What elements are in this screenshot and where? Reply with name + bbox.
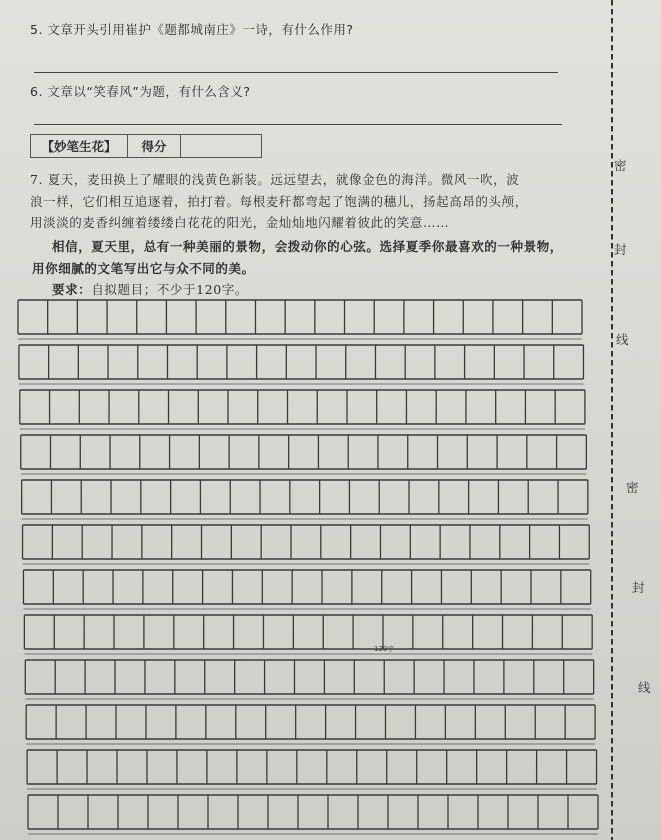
- grid-row[interactable]: [19, 345, 584, 384]
- question-6: 6. 文章以“笑春风”为题，有什么含义?: [30, 84, 251, 99]
- grid-120-marker: 120字: [374, 645, 395, 653]
- grid-row[interactable]: [21, 435, 587, 474]
- grid-row[interactable]: [25, 660, 593, 699]
- q7-line-5: 用你细腻的文笔写出它与众不同的美。: [32, 261, 255, 276]
- requirement-text: 自拟题目；不少于120字。: [91, 282, 248, 297]
- grid-row[interactable]: [27, 750, 596, 789]
- grid-row[interactable]: [24, 615, 592, 654]
- grid-row[interactable]: [22, 480, 588, 519]
- grid-row[interactable]: [20, 390, 585, 429]
- q7-line-2: 浪一样，它们相互追逐着，拍打着。每根麦秆都弯起了饱满的穗儿，扬起高昂的头颅，: [30, 194, 528, 209]
- grid-row[interactable]: [23, 570, 590, 609]
- seal-char-5: 封: [632, 580, 645, 595]
- seal-dashed-line: [611, 0, 613, 840]
- q7-line-3: 用淡淡的麦香纠缠着缕缕白花花的阳光，金灿灿地闪耀着彼此的笑意……: [30, 215, 450, 230]
- grid-row[interactable]: [26, 705, 595, 744]
- requirement-label: 要求：: [52, 282, 92, 297]
- grid-row[interactable]: [28, 795, 598, 834]
- grid-row[interactable]: [23, 525, 590, 564]
- seal-char-1: 密: [614, 158, 627, 173]
- seal-char-3: 线: [616, 332, 629, 347]
- score-label: 得分: [128, 135, 181, 157]
- grid-row[interactable]: [18, 300, 582, 339]
- seal-char-6: 线: [638, 680, 651, 695]
- q7-line-1: 7. 夏天，麦田换上了耀眼的浅黄色新装。远远望去，就像金色的海洋。微风一吹，波: [30, 172, 520, 187]
- q7-line-4: 相信，夏天里，总有一种美丽的景物，会拨动你的心弦。选择夏季你最喜欢的一种景物，: [52, 239, 563, 254]
- seal-char-2: 封: [614, 242, 627, 257]
- question-5: 5. 文章开头引用崔护《题都城南庄》一诗，有什么作用?: [30, 22, 354, 37]
- seal-char-4: 密: [626, 480, 639, 495]
- section-title: 【妙笔生花】: [31, 135, 128, 157]
